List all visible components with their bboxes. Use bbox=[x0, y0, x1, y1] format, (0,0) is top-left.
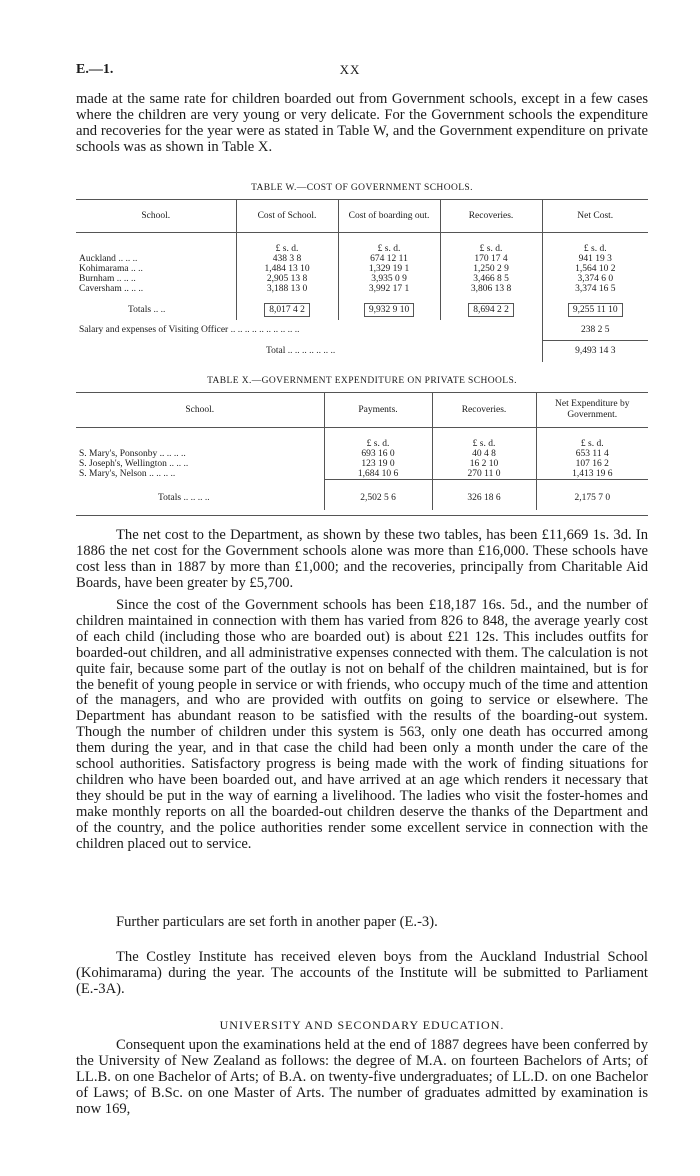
boarding-value: 3,992 17 1 bbox=[338, 284, 440, 294]
cost-value: 438 3 8 bbox=[236, 254, 338, 264]
dot-leader: .. .. bbox=[130, 264, 143, 274]
table-row: S. Mary's, Ponsonby .. .. .. .. 693 16 0 40 4 8 653 11 4 bbox=[76, 449, 648, 459]
table-row bbox=[76, 254, 648, 264]
recoveries-value: 1,250 2 9 bbox=[440, 264, 542, 274]
totals-label: Totals bbox=[128, 305, 152, 315]
table-w-header-net: Net Cost. bbox=[542, 200, 648, 232]
table-w-units: £ s. d. bbox=[542, 232, 648, 254]
table-x-header-recoveries: Recoveries. bbox=[432, 393, 536, 427]
recoveries-value: 270 11 0 bbox=[432, 469, 536, 480]
costley-institute-paragraph: The Costley Institute has received eleven boys from the Auckland Industrial School (Kohimarama) during the year. The accounts of the Institute will be submitted to Parliament (E.-3A). bbox=[76, 949, 648, 997]
table-row bbox=[76, 284, 648, 294]
table-w-totals-row: Totals .. .. 8,017 4 2 9,932 9 10 8,694 2 2 9,255 11 10 bbox=[76, 294, 648, 320]
page-reference: E.—1. bbox=[76, 62, 114, 77]
dot-leader: .. .. .. bbox=[118, 254, 138, 264]
table-x-bottom-rule bbox=[76, 515, 648, 516]
salary-value: 238 2 5 bbox=[542, 320, 648, 340]
table-w-units: £ s. d. bbox=[440, 232, 542, 254]
payments-value: 123 19 0 bbox=[324, 459, 432, 469]
table-w-units: £ s. d. bbox=[236, 232, 338, 254]
table-row bbox=[76, 274, 648, 284]
net-value: 107 16 2 bbox=[536, 459, 648, 469]
school-name: Caversham .. bbox=[79, 284, 129, 294]
section-heading: UNIVERSITY AND SECONDARY EDUCATION. bbox=[219, 1018, 505, 1032]
intro-paragraph: made at the same rate for children boarded out from Government schools, except in a few cases where the children are very young or very delicate. For the Government schools the expenditure and recoveries for the year were as stated in Table W, and the Government expenditure on private schools was as shown in Table X. bbox=[76, 91, 648, 155]
table-w-header-school: School. bbox=[76, 200, 236, 232]
table-x-units: £ s. d. bbox=[324, 427, 432, 449]
net-value: 941 19 3 bbox=[542, 254, 648, 264]
totals-cost: 8,017 4 2 bbox=[236, 294, 338, 320]
further-particulars-paragraph: Further particulars are set forth in another paper (E.-3). bbox=[116, 914, 438, 930]
net-cost-paragraph: The net cost to the Department, as shown by these two tables, has been £11,669 1s. 3d. In 1886 the net cost for the Government schools alone was more than £16,000. These schools have cost less than in 1887 by more than £1,000; and the recoveries, principally from Charitable Aid Boards, have been greater by £5,700. bbox=[76, 527, 648, 591]
boarding-value: 674 12 11 bbox=[338, 254, 440, 264]
table-x-caption: TABLE X.—GOVERNMENT EXPENDITURE ON PRIVATE SCHOOLS. bbox=[207, 376, 517, 386]
school-name: S. Joseph's, Wellington bbox=[79, 459, 167, 469]
boarding-value: 3,935 0 9 bbox=[338, 274, 440, 284]
university-paragraph: Consequent upon the examinations held at the end of 1887 degrees have been conferred by the University of New Zealand as follows: the degree of M.A. on fourteen Bachelors of Arts; of LL.B. on one Bachelor of Arts; of B.A. on twenty-five undergraduates; of LL.D. on one Bachelor of Laws; of B.Sc. on one Master of Arts. The number of graduates admitted by examination is now 169, bbox=[76, 1037, 648, 1117]
school-name: S. Mary's, Ponsonby .. bbox=[79, 449, 165, 459]
payments-value: 693 16 0 bbox=[324, 449, 432, 459]
table-x bbox=[76, 393, 648, 510]
table-w-header-recoveries: Recoveries. bbox=[440, 200, 542, 232]
net-value: 3,374 6 0 bbox=[542, 274, 648, 284]
totals-net: 9,255 11 10 bbox=[542, 294, 648, 320]
cost-value: 1,484 13 10 bbox=[236, 264, 338, 274]
total-label: Total bbox=[266, 346, 286, 356]
net-value: 653 11 4 bbox=[536, 449, 648, 459]
dot-leader: .. .. bbox=[131, 284, 144, 294]
cost-value: 2,905 13 8 bbox=[236, 274, 338, 284]
recoveries-value: 3,466 8 5 bbox=[440, 274, 542, 284]
table-x-header-school: School. bbox=[76, 393, 324, 427]
table-x-header-net: Net Expenditure by Government. bbox=[536, 393, 648, 427]
school-name: S. Mary's, Nelson bbox=[79, 469, 147, 480]
payments-value: 1,684 10 6 bbox=[324, 469, 432, 480]
dot-leader: .. .. .. bbox=[116, 274, 136, 284]
page-number: XX bbox=[339, 62, 361, 77]
totals-payments: 2,502 5 6 bbox=[324, 480, 432, 510]
recoveries-value: 170 17 4 bbox=[440, 254, 542, 264]
school-name: Auckland bbox=[79, 254, 116, 264]
total-value: 9,493 14 3 bbox=[542, 340, 648, 362]
table-w-total-row: Total .. .. .. .. .. .. .. 9,493 14 3 bbox=[76, 340, 648, 362]
totals-recoveries: 326 18 6 bbox=[432, 480, 536, 510]
table-x-totals-row: Totals .. .. .. .. 2,502 5 6 326 18 6 2,175 7 0 bbox=[76, 480, 648, 510]
salary-label: Salary and expenses of Visiting Officer bbox=[79, 325, 229, 335]
table-w-header-boarding: Cost of boarding out. bbox=[338, 200, 440, 232]
boarding-value: 1,329 19 1 bbox=[338, 264, 440, 274]
table-x-units: £ s. d. bbox=[536, 427, 648, 449]
net-value: 1,564 10 2 bbox=[542, 264, 648, 274]
table-w-units: £ s. d. bbox=[338, 232, 440, 254]
recoveries-value: 16 2 10 bbox=[432, 459, 536, 469]
totals-net: 2,175 7 0 bbox=[536, 480, 648, 510]
table-x-units: £ s. d. bbox=[432, 427, 536, 449]
cost-value: 3,188 13 0 bbox=[236, 284, 338, 294]
net-value: 3,374 16 5 bbox=[542, 284, 648, 294]
government-schools-paragraph: Since the cost of the Government schools has been £18,187 16s. 5d., and the number of children maintained in connection with them has varied from 826 to 848, the average yearly cost of each child (including those who are boarded out) is about £21 12s. This includes outfits for boarded-out children, and all administrative expenses connected with them. The calculation is not quite fair, because some part of the outlay is not on behalf of the children maintained, but is for the benefit of young people in service or with friends, who occupy much of the time and attention of the managers, and who are provided with outfits on going to service or elsewhere. The Department has abundant reason to be satisfied with the results of the boarding-out system. Though the number of children under this system is 563, only one death has occurred among them during the year, and in that case the child had been only a month under the care of the school authorities. Satisfactory progress is being made with the work of finding situations for children who have been boarded out, and have arrived at an age which renders it necessary that they should be put in the way of earning a livelihood. The ladies who visit the foster-homes and make monthly reports on all the boarded-out children deserve the thanks of the Department and of the country, and the police authorities render some excellent service in connection with the children placed out to service. bbox=[76, 597, 648, 852]
totals-label: Totals bbox=[158, 492, 182, 503]
table-row: S. Mary's, Nelson .. .. .. .. 1,684 10 6 270 11 0 1,413 19 6 bbox=[76, 469, 648, 480]
recoveries-value: 40 4 8 bbox=[432, 449, 536, 459]
table-x-header-payments: Payments. bbox=[324, 393, 432, 427]
table-w bbox=[76, 200, 648, 362]
net-value: 1,413 19 6 bbox=[536, 469, 648, 480]
table-w-salary-row: Salary and expenses of Visiting Officer .. .. .. .. .. .. .. .. .. .. 238 2 5 bbox=[76, 320, 648, 340]
table-w-caption: TABLE W.—COST OF GOVERNMENT SCHOOLS. bbox=[251, 183, 473, 193]
table-w-header-cost: Cost of School. bbox=[236, 200, 338, 232]
totals-recoveries: 8,694 2 2 bbox=[440, 294, 542, 320]
school-name: Burnham bbox=[79, 274, 115, 284]
recoveries-value: 3,806 13 8 bbox=[440, 284, 542, 294]
table-row: S. Joseph's, Wellington .. .. .. 123 19 0 16 2 10 107 16 2 bbox=[76, 459, 648, 469]
totals-boarding: 9,932 9 10 bbox=[338, 294, 440, 320]
table-row bbox=[76, 264, 648, 274]
school-name: Kohimarama bbox=[79, 264, 129, 274]
